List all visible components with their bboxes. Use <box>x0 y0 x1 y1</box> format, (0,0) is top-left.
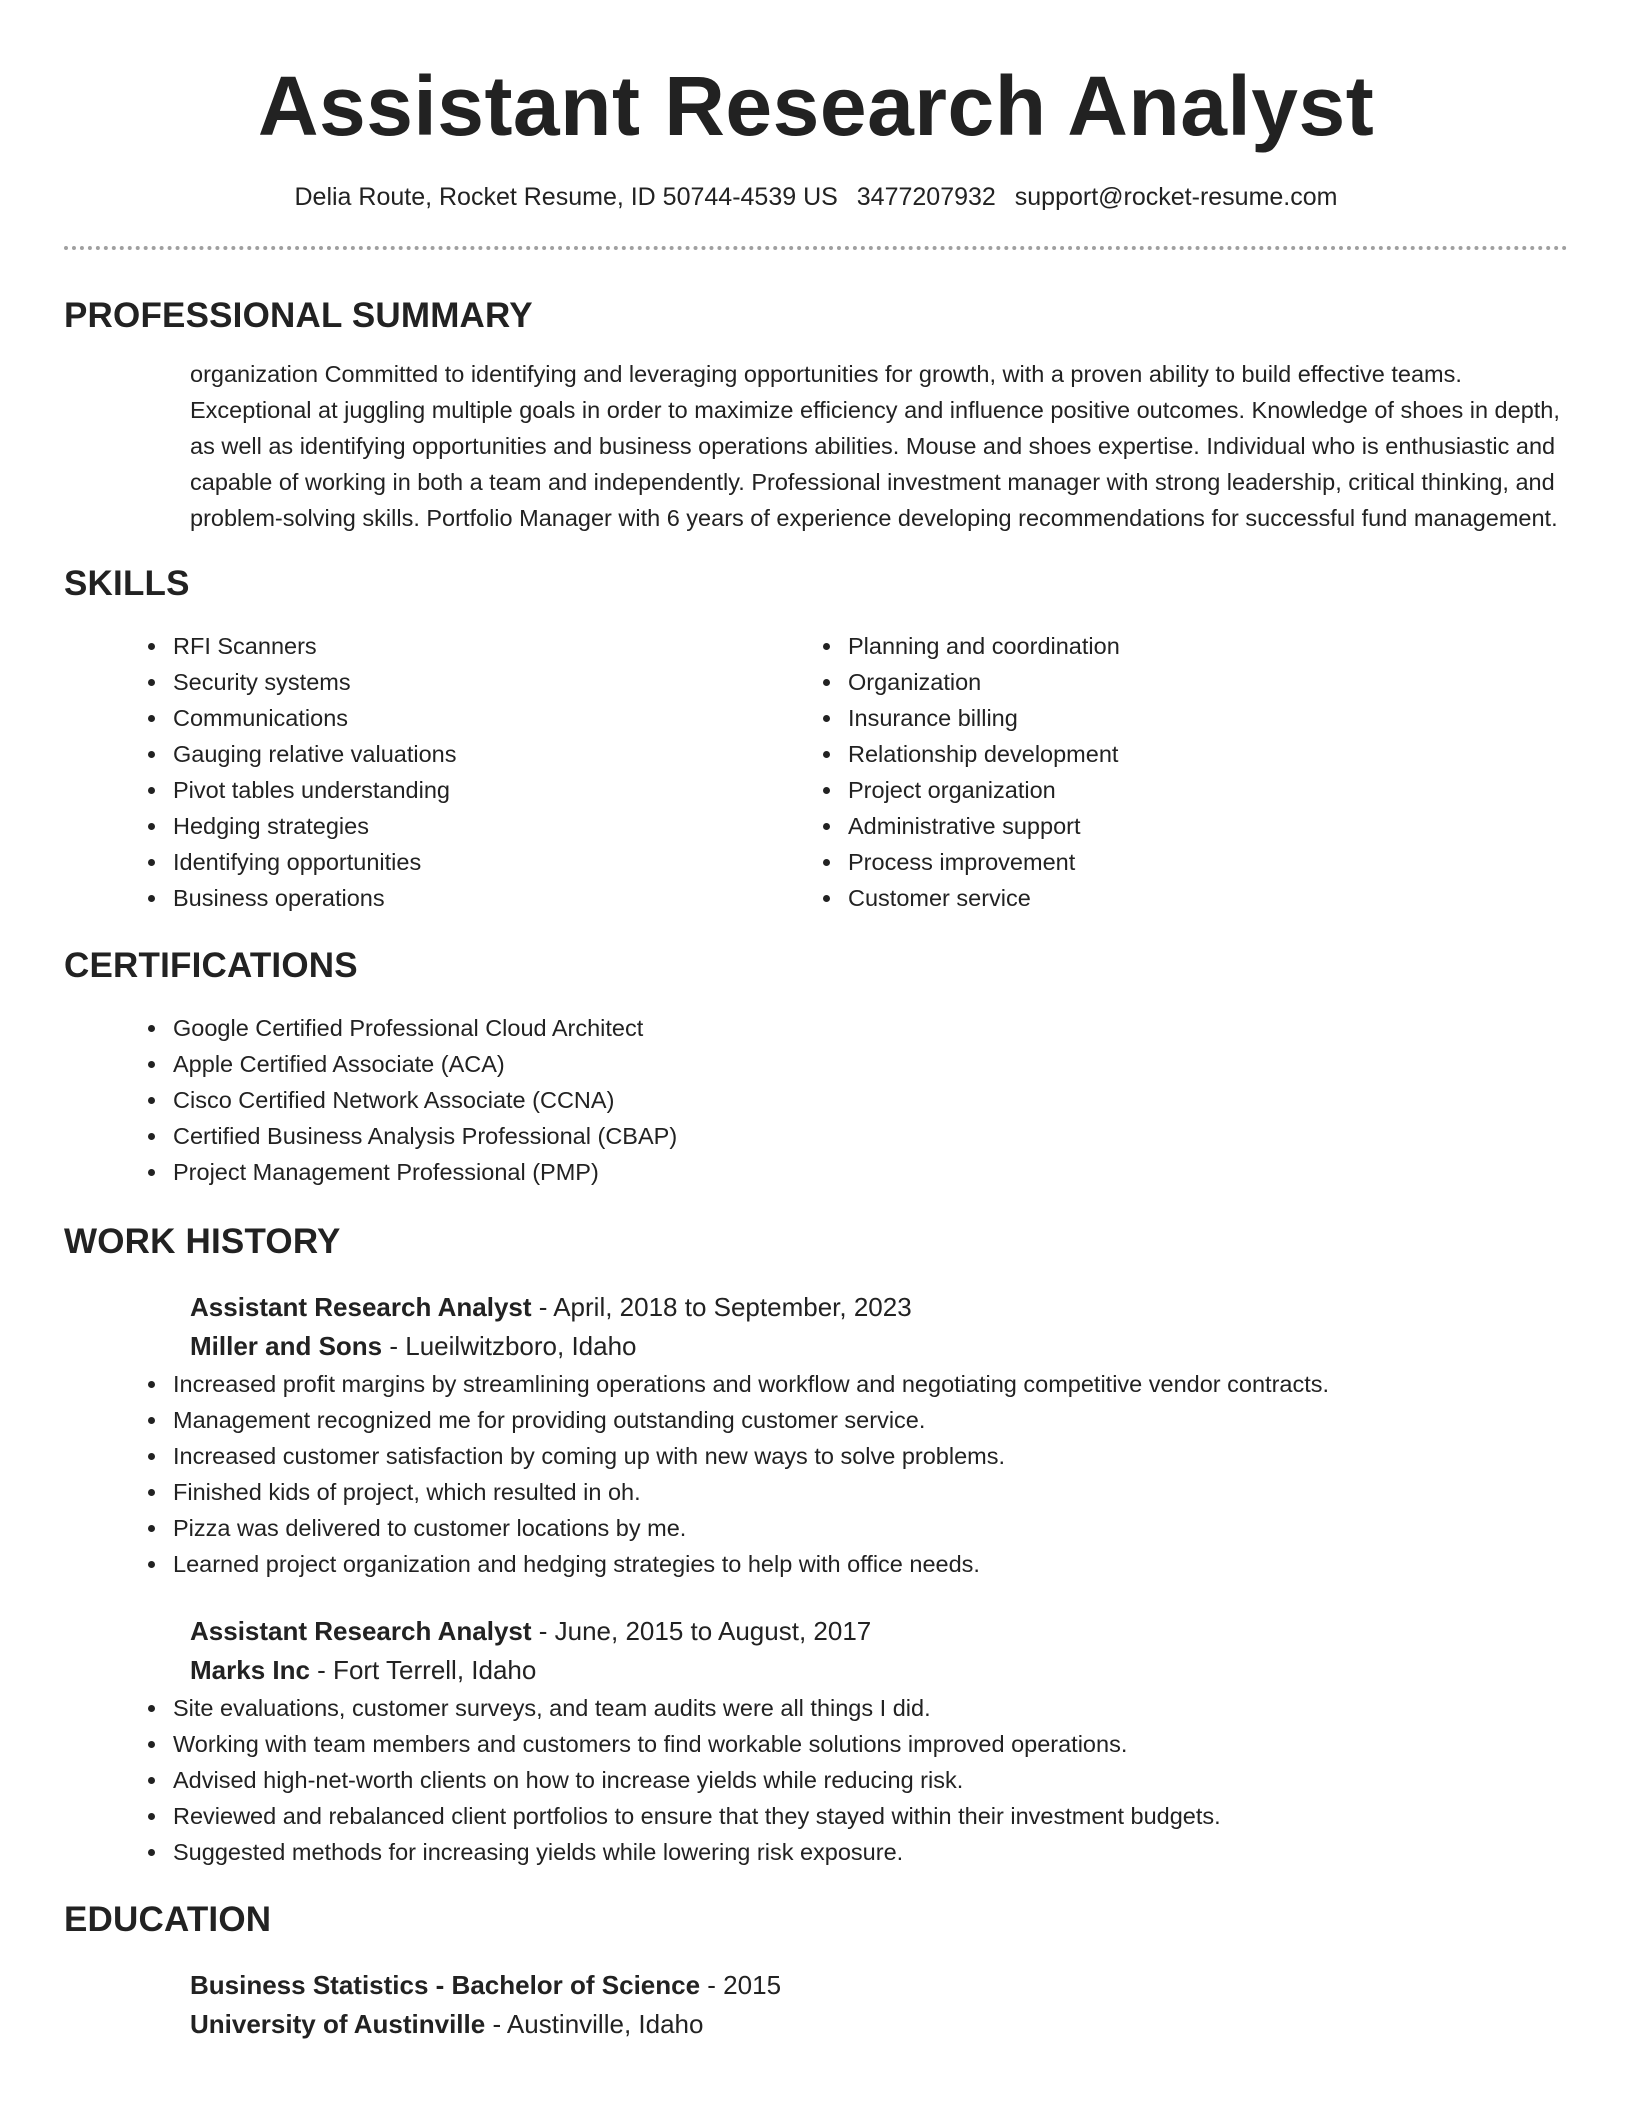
contact-address: Delia Route, Rocket Resume, ID 50744-4539 US <box>294 183 838 211</box>
education-school-line <box>190 2005 1632 2044</box>
candidate-name: Assistant Research Analyst <box>257 59 1375 153</box>
certifications-section <box>0 944 1632 1190</box>
skills-list-left <box>0 628 680 916</box>
summary-text: organization Committed to identifying and leveraging opportunities for growth, with a proven ability to build effective teams. Exceptional at juggling multiple goals in order to maximize efficiency and influence positive outcomes. Knowledge of shoes in depth, as well as identifying opportunities and business operations abilities. Mouse and shoes expertise. Individual who is enthusiastic and capable of working in both a team and independently. Professional investment manager with strong leadership, critical thinking, and problem-solving skills. Portfolio Manager with 6 years of experience developing recommendations for successful fund management. <box>190 361 1560 531</box>
list-item: • Planning and coordination <box>844 628 1524 664</box>
job-role: Assistant Research Analyst <box>190 1616 532 1646</box>
job-bullets <box>0 1366 1632 1582</box>
list-item: • Apple Certified Associate (ACA) <box>169 1046 1632 1082</box>
section-title-work: WORK HISTORY <box>64 1222 341 1261</box>
section-title-skills: SKILLS <box>64 564 190 603</box>
list-item: • Pivot tables understanding <box>169 772 680 808</box>
list-item: • Project Management Professional (PMP) <box>169 1154 1632 1190</box>
job-title-line <box>190 1612 1632 1651</box>
list-item: • Increased customer satisfaction by coming up with new ways to solve problems. <box>169 1438 1632 1474</box>
skills-list-right <box>680 628 1524 916</box>
list-item: • Cisco Certified Network Associate (CCNA) <box>169 1082 1632 1118</box>
list-item: • Administrative support <box>844 808 1524 844</box>
list-item: • Pizza was delivered to customer locations by me. <box>169 1510 1632 1546</box>
list-item: • Advised high-net-worth clients on how to increase yields while reducing risk. <box>169 1762 1632 1798</box>
list-item: • Learned project organization and hedging strategies to help with office needs. <box>169 1546 1632 1582</box>
education-year: - 2015 <box>700 1970 782 2000</box>
certifications-list <box>0 1010 1632 1190</box>
list-item: • Relationship development <box>844 736 1524 772</box>
list-item: • Reviewed and rebalanced client portfolios to ensure that they stayed within their investment budgets. <box>169 1798 1632 1834</box>
job-entry <box>0 1288 1632 1582</box>
job-location: - Fort Terrell, Idaho <box>309 1655 537 1685</box>
list-item: • Google Certified Professional Cloud Architect <box>169 1010 1632 1046</box>
list-item: • Certified Business Analysis Professional (CBAP) <box>169 1118 1632 1154</box>
job-dates: - April, 2018 to September, 2023 <box>531 1292 912 1322</box>
education-degree: Business Statistics - Bachelor of Science <box>190 1970 701 2000</box>
skills-section <box>0 562 1632 916</box>
job-company: Miller and Sons <box>190 1331 383 1361</box>
list-item: • Business operations <box>169 880 680 916</box>
contact-line <box>0 180 1632 214</box>
list-item: • Management recognized me for providing outstanding customer service. <box>169 1402 1632 1438</box>
list-item: • RFI Scanners <box>169 628 680 664</box>
job-title-line <box>190 1288 1632 1327</box>
section-title-summary: PROFESSIONAL SUMMARY <box>64 296 533 335</box>
section-title-education: EDUCATION <box>64 1900 272 1939</box>
list-item: • Project organization <box>844 772 1524 808</box>
job-company-line <box>190 1327 1632 1366</box>
list-item: • Working with team members and customers to find workable solutions improved operations. <box>169 1726 1632 1762</box>
job-role: Assistant Research Analyst <box>190 1292 532 1322</box>
work-section <box>0 1220 1632 1870</box>
job-location: - Lueilwitzboro, Idaho <box>382 1331 637 1361</box>
list-item: • Organization <box>844 664 1524 700</box>
list-item: • Hedging strategies <box>169 808 680 844</box>
list-item: • Insurance billing <box>844 700 1524 736</box>
job-entry <box>0 1612 1632 1870</box>
education-entry <box>0 1966 1632 2044</box>
list-item: • Site evaluations, customer surveys, and team audits were all things I did. <box>169 1690 1632 1726</box>
list-item: • Increased profit margins by streamlining operations and workflow and negotiating competitive vendor contracts. <box>169 1366 1632 1402</box>
list-item: • Gauging relative valuations <box>169 736 680 772</box>
job-company-line <box>190 1651 1632 1690</box>
education-degree-line <box>190 1966 1632 2005</box>
list-item: • Identifying opportunities <box>169 844 680 880</box>
job-dates: - June, 2015 to August, 2017 <box>531 1616 872 1646</box>
education-section <box>0 1898 1632 2044</box>
list-item: • Communications <box>169 700 680 736</box>
section-title-certifications: CERTIFICATIONS <box>64 946 358 985</box>
job-bullets <box>0 1690 1632 1870</box>
list-item: • Finished kids of project, which resulted in oh. <box>169 1474 1632 1510</box>
skills-grid <box>0 628 1632 916</box>
list-item: • Security systems <box>169 664 680 700</box>
education-location: - Austinville, Idaho <box>485 2009 704 2039</box>
education-school: University of Austinville <box>190 2009 486 2039</box>
contact-phone: 3477207932 <box>856 183 996 211</box>
list-item: • Suggested methods for increasing yields while lowering risk exposure. <box>169 1834 1632 1870</box>
list-item: • Customer service <box>844 880 1524 916</box>
summary-section <box>0 294 1632 536</box>
list-item: • Process improvement <box>844 844 1524 880</box>
header-divider <box>64 246 1568 250</box>
contact-email: support@rocket-resume.com <box>1014 183 1338 211</box>
resume-header <box>0 0 1632 214</box>
job-company: Marks Inc <box>190 1655 310 1685</box>
